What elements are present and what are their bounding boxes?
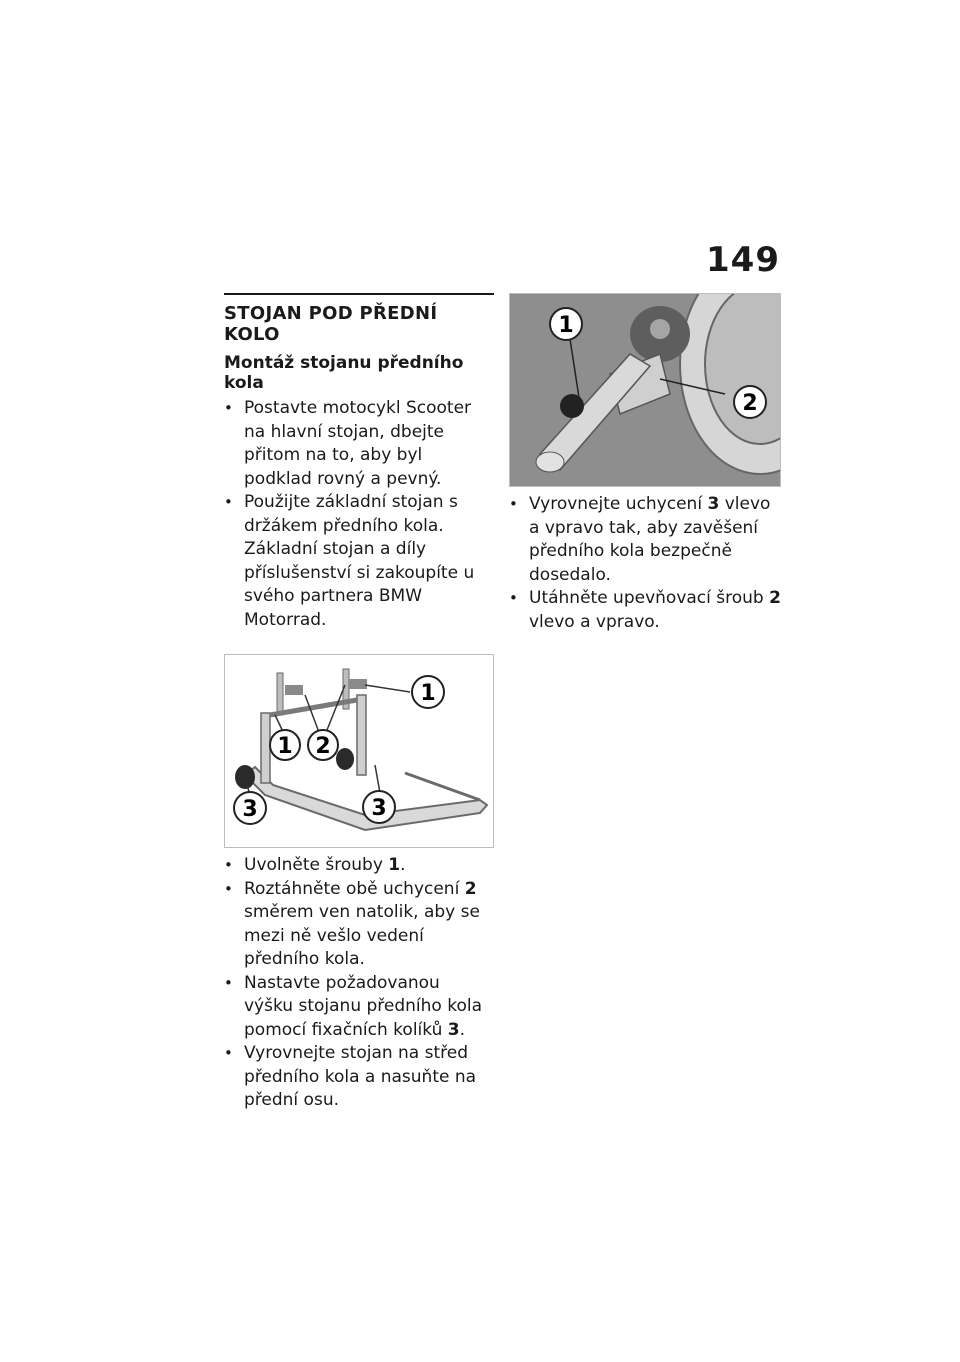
svg-text:1: 1 (277, 734, 293, 759)
front-wheel-illustration (509, 293, 781, 487)
callout-3-left (234, 792, 266, 824)
step-text: Vyrovnejte uchycení (529, 494, 708, 514)
front-stand-illustration (224, 654, 494, 848)
callout-1 (550, 308, 582, 340)
bullet-icon: • (224, 856, 233, 874)
list-item (224, 972, 494, 1043)
step-tail: vlevo a vpravo. (529, 611, 660, 632)
list-item (224, 1042, 494, 1113)
stand-drawing (225, 655, 493, 847)
step-ref: 2 (464, 878, 477, 899)
svg-text:2: 2 (742, 391, 758, 416)
right-column (509, 293, 781, 634)
steps-list-secure (509, 493, 781, 634)
svg-text:1: 1 (558, 313, 574, 338)
step-ref: 1 (388, 855, 401, 875)
svg-text:3: 3 (242, 797, 258, 822)
list-item (509, 587, 781, 634)
callout-1-right (412, 676, 444, 708)
wheel-drawing (510, 294, 780, 486)
bullet-icon: • (224, 493, 233, 511)
bullet-icon: • (224, 879, 233, 898)
svg-text:2: 2 (315, 734, 331, 759)
section-rule (224, 293, 494, 295)
svg-text:3: 3 (371, 796, 387, 821)
steps-list-intro (224, 397, 494, 632)
callout-3-right (363, 791, 395, 823)
step-text: Vyrovnejte stojan na střed předního kola a nasuňte na přední osu. (244, 1043, 477, 1110)
step-tail: směrem ven natolik, aby se mezi ně vešlo vedení předního kola. (244, 902, 480, 969)
bullet-icon: • (224, 973, 233, 992)
step-ref: 2 (769, 588, 781, 608)
step-text: Nastavte požadovanou výšku stojanu předního kola pomocí fixačních kolíků (244, 972, 483, 1040)
bullet-icon: • (509, 495, 518, 513)
svg-text:1: 1 (420, 681, 436, 706)
step-text: Uvolněte šrouby (244, 855, 389, 875)
step-tail: . (459, 1019, 466, 1040)
step-ref: 3 (447, 1019, 460, 1040)
left-column (224, 293, 494, 1113)
list-item (224, 491, 494, 632)
step-text: Utáhněte upevňovací šroub (529, 588, 770, 608)
callout-2 (734, 386, 766, 418)
bullet-icon: • (509, 589, 518, 607)
list-item (509, 493, 781, 587)
step-text: Postavte motocykl Scooter na hlavní stojan, dbejte přitom na to, aby byl podklad rovný a pevný. (244, 398, 472, 489)
step-tail: vlevo a vpravo tak, aby zavěšení předního kola bezpečně dosedalo. (529, 494, 771, 585)
callout-2-left (308, 730, 338, 760)
section-title: STOJAN POD PŘEDNÍ KOLO (224, 303, 438, 345)
list-item (224, 397, 494, 491)
step-text: Použijte základní stojan s držákem předního kola. Základní stojan a díly příslušenství si zakoupíte u svého partnera BMW Motorrad. (244, 492, 475, 630)
section-subtitle: Montáž stojanu předního kola (224, 353, 464, 393)
callout-1-left (270, 730, 300, 760)
bullet-icon: • (224, 399, 233, 417)
step-ref: 3 (707, 494, 720, 514)
bullet-icon: • (224, 1044, 233, 1062)
step-tail: . (400, 855, 406, 875)
steps-list-adjust (224, 854, 494, 1113)
list-item (224, 854, 494, 878)
page-number: 149 (706, 240, 780, 280)
step-text: Roztáhněte obě uchycení (244, 878, 465, 899)
list-item (224, 878, 494, 972)
